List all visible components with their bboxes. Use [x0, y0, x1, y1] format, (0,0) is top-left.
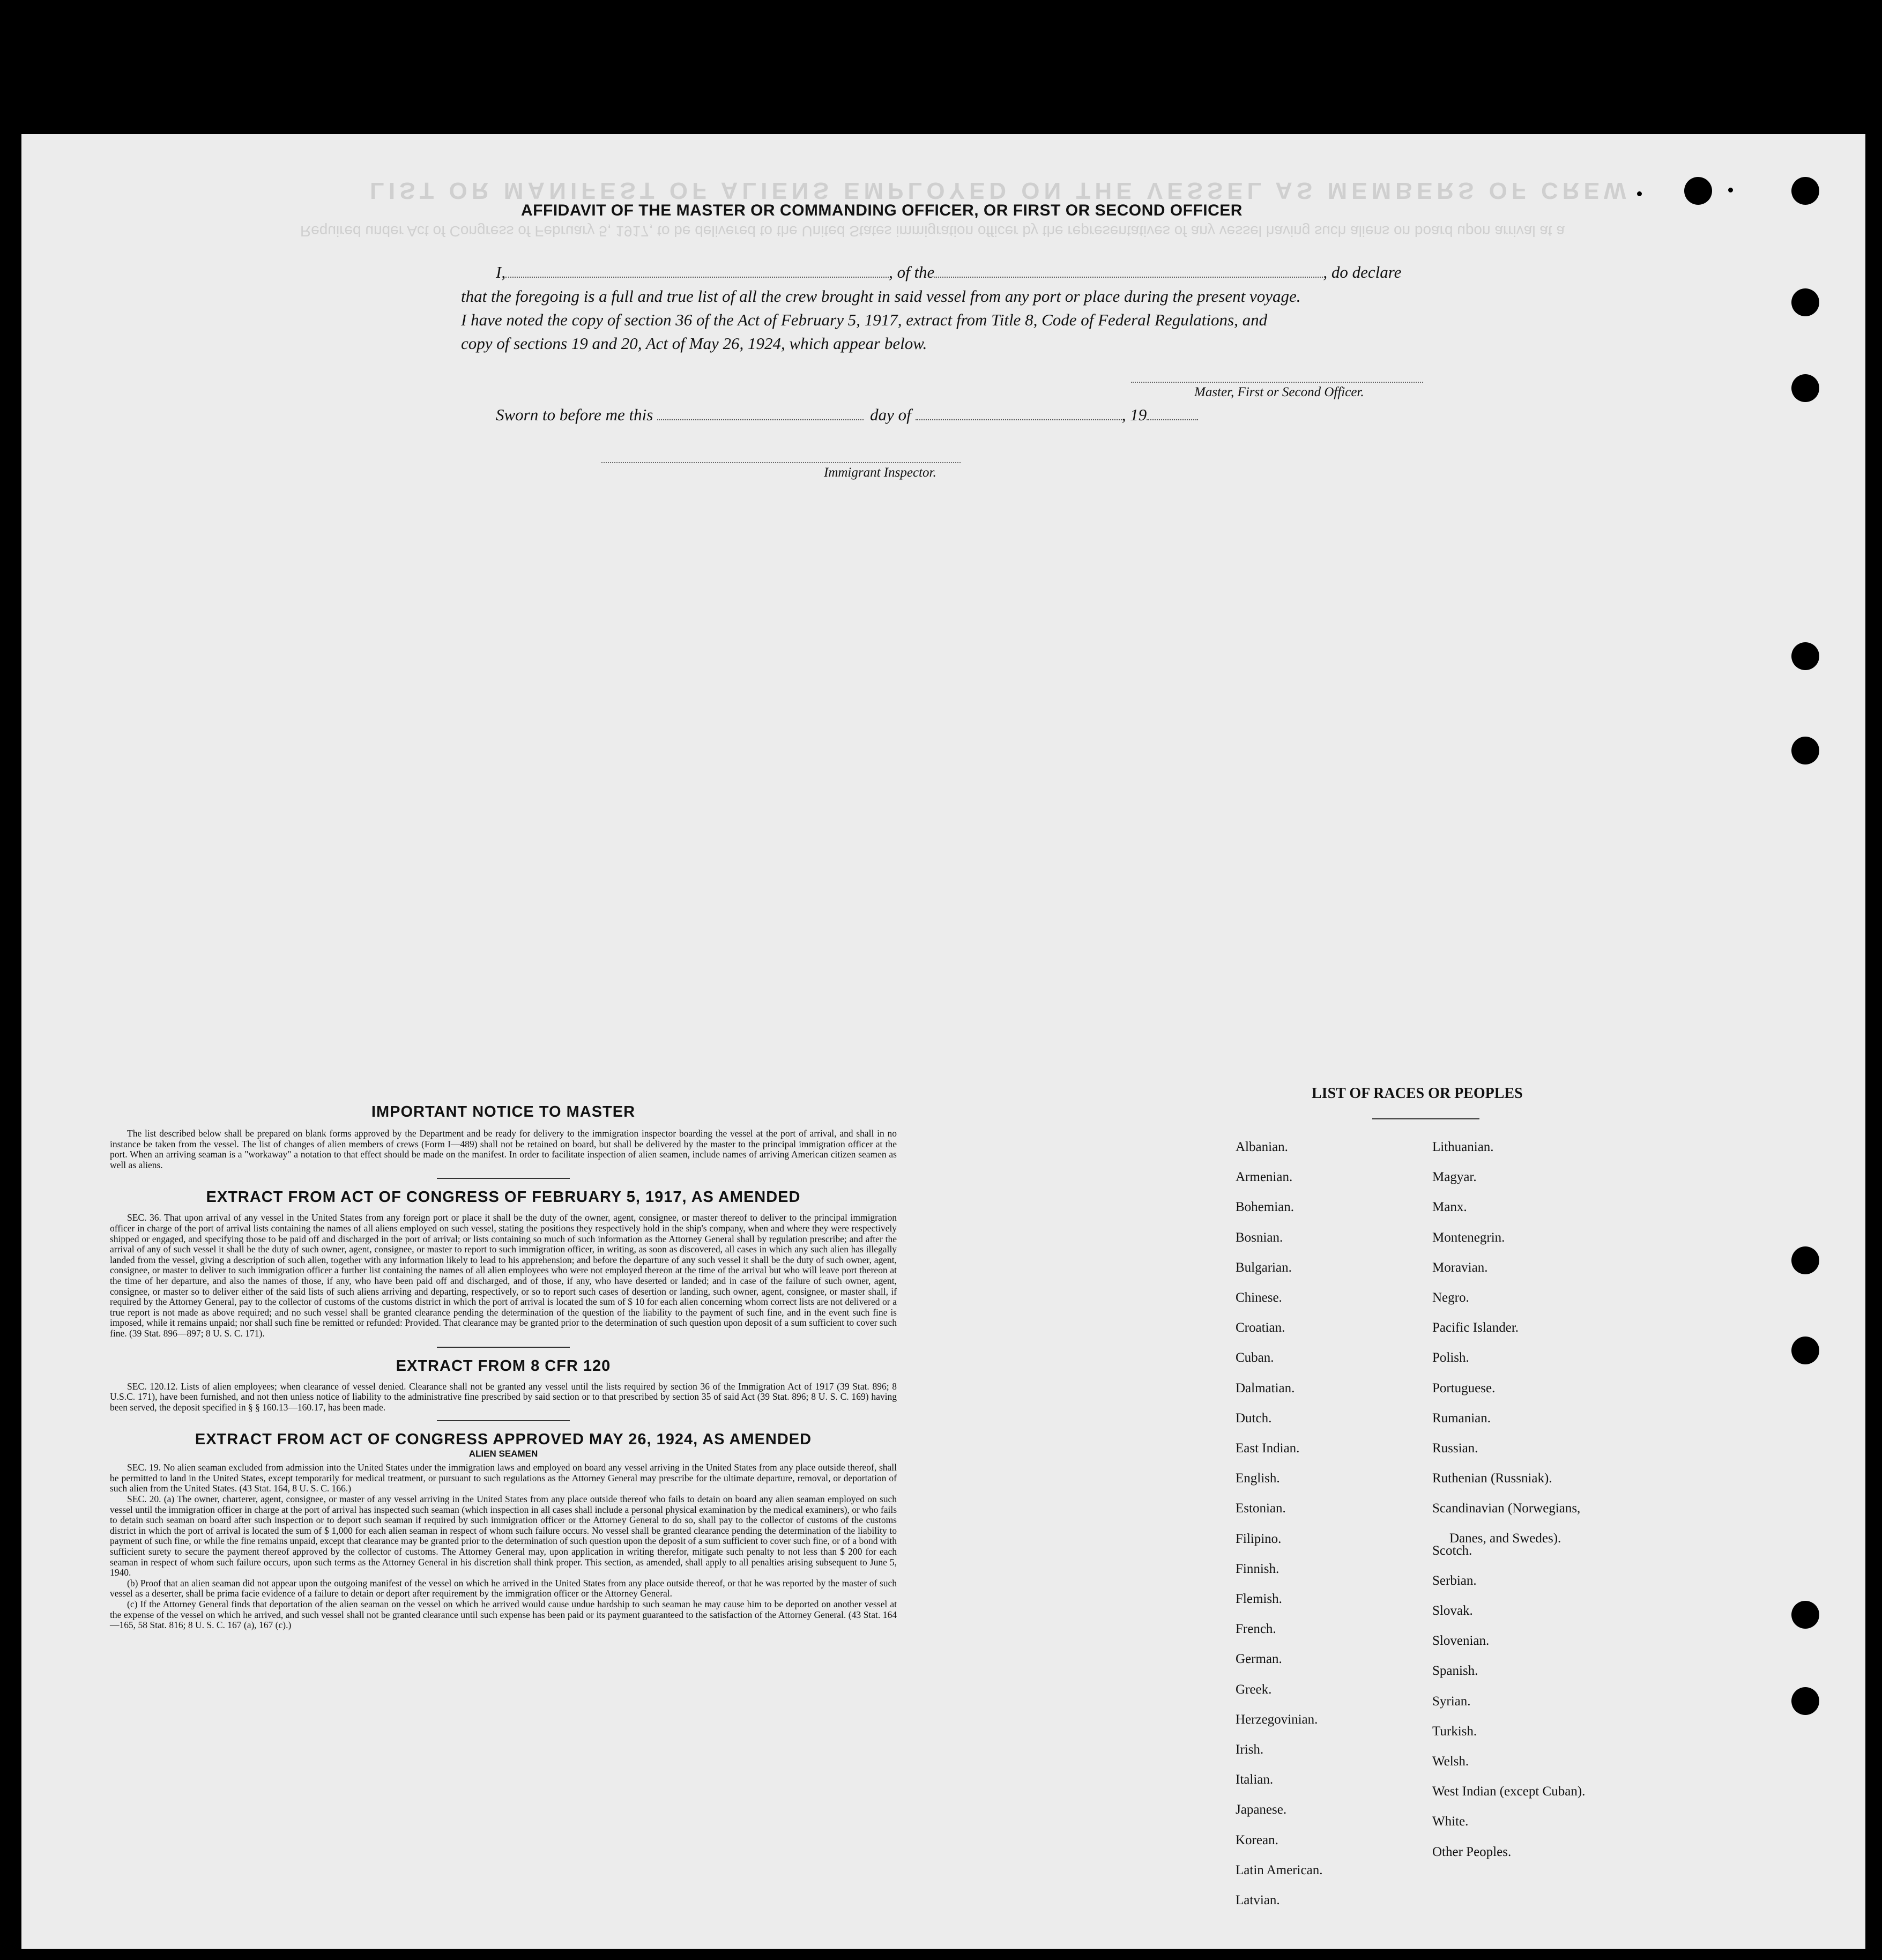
race-item: Scotch.: [1432, 1543, 1472, 1558]
race-item: Moravian.: [1432, 1260, 1488, 1275]
sworn-year-field[interactable]: [1147, 419, 1198, 420]
races-title: LIST OF RACES OR PEOPLES: [1312, 1085, 1523, 1102]
race-item: Finnish.: [1236, 1561, 1280, 1576]
race-item: Welsh.: [1432, 1754, 1469, 1769]
punch-hole: [1684, 177, 1712, 205]
race-item: Cuban.: [1236, 1350, 1274, 1365]
race-item: Japanese.: [1236, 1802, 1287, 1817]
race-item: Pacific Islander.: [1432, 1320, 1519, 1335]
legal-notices: [110, 1103, 897, 1631]
race-item: Chinese.: [1236, 1290, 1282, 1305]
extract-1924-subtitle: ALIEN SEAMEN: [468, 1449, 538, 1459]
race-item: Bosnian.: [1236, 1230, 1283, 1245]
punch-hole: [1791, 642, 1819, 670]
punch-hole: [1791, 1337, 1819, 1364]
master-name-field[interactable]: [505, 276, 889, 278]
race-item: Rumanian.: [1432, 1410, 1491, 1426]
race-item: Serbian.: [1432, 1573, 1477, 1588]
affidavit-line-1: [496, 263, 1401, 282]
race-item: English.: [1236, 1471, 1280, 1486]
affidavit-line-3: I have noted the copy of section 36 of the Act of February 5, 1917, extract from Title 8, Code of Federal Regulations, and: [461, 310, 1268, 329]
race-item: Syrian.: [1432, 1694, 1471, 1709]
race-item: Greek.: [1236, 1682, 1272, 1697]
bleed-through-subheading: Required under Act of Congress of February 5, 1917, to be delivered to the United States immigration officer by the representatives of any vessel having such aliens on board upon arrival at a: [300, 223, 1565, 240]
master-signature-line[interactable]: [1131, 382, 1423, 383]
extract-1924-sec20c: (c) If the Attorney General finds that deportation of the alien seaman on the vessel on which he arrived would cause undue hardship to such seaman he may cause him to be deported on another vessel at the expense of the vessel on which he arrived, and such vessel shall not be granted clearance until such expense has been paid or its payment guaranteed to the satisfaction of the Attorney General. (43 Stat. 164—165, 58 Stat. 816; 8 U. S. C. 167 (a), 167 (c).): [110, 1599, 897, 1631]
separator: [437, 1420, 570, 1421]
punch-hole: [1791, 177, 1819, 205]
year-prefix-label: , 19: [1121, 405, 1147, 424]
sworn-line: [496, 405, 1198, 425]
races-separator: [1372, 1118, 1479, 1119]
do-declare-label: , do declare: [1323, 263, 1402, 281]
race-item: Latvian.: [1236, 1893, 1280, 1907]
race-item: Polish.: [1432, 1350, 1469, 1365]
race-item: Ruthenian (Russniak).: [1432, 1471, 1552, 1486]
of-the-label: , of the: [889, 263, 935, 281]
race-item: Scandinavian (Norwegians,: [1432, 1501, 1581, 1516]
race-item: Italian.: [1236, 1772, 1274, 1787]
race-item: Danes, and Swedes).: [1449, 1531, 1561, 1546]
punch-hole: [1791, 1687, 1819, 1715]
race-item: Filipino.: [1236, 1531, 1282, 1546]
race-item: Irish.: [1236, 1742, 1264, 1757]
master-caption: Master, First or Second Officer.: [1194, 385, 1364, 399]
race-item: Russian.: [1432, 1441, 1478, 1456]
race-item: Magyar.: [1432, 1170, 1477, 1185]
race-item: White.: [1432, 1814, 1469, 1829]
extract-1917-title: EXTRACT FROM ACT OF CONGRESS OF FEBRUARY 5, 1917, AS AMENDED: [206, 1189, 801, 1206]
extract-cfr-title: EXTRACT FROM 8 CFR 120: [396, 1357, 611, 1375]
ink-speck: [1728, 188, 1733, 192]
separator: [437, 1178, 570, 1179]
extract-1917-body: SEC. 36. That upon arrival of any vessel in the United States from any foreign port or place it shall be the duty of the owner, agent, consignee, or master thereof to deliver to the principal immigration officer in charge of the port of arrival lists containing the names of all aliens employed on such vessel, stating the positions they respectively hold in the ship's company, when and where they were respectively shipped or engaged, and specifying those to be paid off and discharged in the port of arrival; or lists containing so much of such information as the Attorney General shall by regulation prescribe; and after the arrival of any of such vessel it shall be the duty of such owner, agent, consignee, or master to report to such immigration officer, in writing, as soon as discovered, all cases in which any such alien has illegally landed from the vessel, giving a description of such alien, together with any information likely to lead to his apprehension; and before the departure of any such vessel it shall be the duty of such owner, agent, consignee, or master to deliver to such immigration officer a further list containing the names of all alien employees who were not employed thereon at the time of the arrival but who will leave port thereon at the time of her departure, and also the names of those, if any, who have been paid off and discharged, and of those, if any, who have deserted or landed; and in case of the failure of such owner, agent, consignee, or master so to deliver either of the said lists of such aliens arriving and departing, respectively, or so to report such cases of desertion or landing, such owner, agent, consignee, or master shall, if required by the Attorney General, pay to the collector of customs of the customs district in which the port of arrival is located the sum of $ 10 for each alien concerning whom correct lists are not delivered or a true report is not made as above required; and no such vessel shall be granted clearance pending the determination of the question of the liability to the payment of such fine, and in the event such fine is imposed, while it remains unpaid; nor shall such fine be remitted or refunded: Provided. That clearance may be granted prior to the determination of such question upon deposit of a sum sufficient to cover such fine. (39 Stat. 896—897; 8 U. S. C. 171).: [110, 1212, 897, 1339]
race-item: Dalmatian.: [1236, 1380, 1295, 1395]
extract-cfr-body: SEC. 120.12. Lists of alien employees; when clearance of vessel denied. Clearance shall not be granted any vessel until the lists required by section 36 of the Immigration Act of 1917 (39 Stat. 896; 8 U.S.C. 171), have been furnished, and not then unless notice of liability to the administrative fine prescribed by said section or to that prescribed by section 35 of said Act (39 Stat. 896; 8 U. S. C. 169) having been served, the deposit specified in § § 160.13—160.17, has been made.: [110, 1380, 897, 1413]
race-item: Latin American.: [1236, 1862, 1323, 1877]
race-item: Herzegovinian.: [1236, 1712, 1318, 1727]
race-item: West Indian (except Cuban).: [1432, 1784, 1586, 1799]
notice-title: IMPORTANT NOTICE TO MASTER: [371, 1103, 636, 1120]
race-item: French.: [1236, 1622, 1276, 1637]
race-item: Negro.: [1432, 1290, 1469, 1305]
race-item: Portuguese.: [1432, 1380, 1496, 1395]
race-item: Slovak.: [1432, 1603, 1473, 1618]
race-item: Bohemian.: [1236, 1200, 1295, 1215]
inspector-caption: Immigrant Inspector.: [824, 465, 936, 480]
race-item: Bulgarian.: [1236, 1260, 1292, 1275]
race-item: Montenegrin.: [1432, 1230, 1505, 1245]
sworn-label: Sworn to before me this: [496, 405, 653, 424]
sworn-month-field[interactable]: [916, 419, 1122, 420]
race-item: Korean.: [1236, 1832, 1278, 1847]
race-item: German.: [1236, 1652, 1282, 1667]
race-item: Other Peoples.: [1432, 1844, 1512, 1859]
affidavit-title: AFFIDAVIT OF THE MASTER OR COMMANDING OFFICER, OR FIRST OR SECOND OFFICER: [521, 202, 1243, 219]
extract-1924-title: EXTRACT FROM ACT OF CONGRESS APPROVED MAY 26, 1924, AS AMENDED: [195, 1431, 812, 1449]
inspector-signature-line[interactable]: [601, 462, 961, 463]
notice-body: The list described below shall be prepared on blank forms approved by the Department and be ready for delivery to the immigration inspector boarding the vessel at the port of arrival, and shall in no instance be taken from the vessel. The list of changes of alien members of crews (Form I—489) shall not be retained on board, but shall be delivered by the master to the principal immigration officer at the port. When an arriving seaman is a "workaway" a notation to that effect should be made on the manifest. In order to facilitate inspection of alien seamen, include names of arriving American citizen seamen as well as aliens.: [110, 1128, 897, 1170]
extract-1924-sec20b: (b) Proof that an alien seaman did not appear upon the outgoing manifest of the vessel on which he arrived in the United States from any place outside thereof, or that he was reported by the master of such vessel as a deserter, shall be prima facie evidence of a failure to detain or deport after requirement by the immigration officer or the Attorney General.: [110, 1577, 897, 1599]
i-label: I,: [496, 263, 506, 281]
punch-hole: [1791, 1601, 1819, 1629]
punch-hole: [1791, 288, 1819, 316]
affidavit-line-2: that the foregoing is a full and true list of all the crew brought in said vessel from any port or place during the present voyage.: [461, 287, 1301, 306]
race-item: Lithuanian.: [1432, 1140, 1494, 1154]
ink-speck: [1637, 191, 1642, 196]
race-item: East Indian.: [1236, 1441, 1300, 1456]
race-item: Manx.: [1432, 1200, 1467, 1215]
race-item: Estonian.: [1236, 1501, 1286, 1516]
bleed-through-heading: LIST OR MANIFEST OF ALIENS EMPLOYED ON THE VESSEL AS MEMBERS OF CREW: [370, 177, 1631, 204]
race-item: Dutch.: [1236, 1410, 1272, 1426]
day-of-label: day of: [870, 405, 911, 424]
race-item: Slovenian.: [1432, 1634, 1490, 1649]
race-item: Spanish.: [1432, 1664, 1478, 1679]
vessel-name-field[interactable]: [934, 276, 1323, 278]
punch-hole: [1791, 374, 1819, 402]
race-item: Albanian.: [1236, 1140, 1288, 1154]
sworn-day-field[interactable]: [657, 419, 864, 420]
punch-hole: [1791, 1246, 1819, 1274]
affidavit-line-4: copy of sections 19 and 20, Act of May 26, 1924, which appear below.: [461, 334, 927, 353]
race-item: Armenian.: [1236, 1170, 1293, 1185]
extract-1924-sec19: SEC. 19. No alien seaman excluded from admission into the United States under the immigration laws and employed on board any vessel arriving in the United States from any place outside thereof, shall be permitted to land in the United States, except temporarily for medical treatment, or pursuant to such regulations as the Attorney General may prescribe for the ultimate departure, removal, or deportation of such alien from the United States. (43 Stat. 164, 8 U. S. C. 166.): [110, 1462, 897, 1494]
race-item: Flemish.: [1236, 1592, 1282, 1606]
separator: [437, 1347, 570, 1348]
race-item: Turkish.: [1432, 1724, 1477, 1739]
race-item: Croatian.: [1236, 1320, 1285, 1335]
extract-1924-sec20a: SEC. 20. (a) The owner, charterer, agent, consignee, or master of any vessel arriving in the United States from any place outside thereof who fails to detain on board any alien seaman employed on such vessel until the immigration officer in charge at the port of arrival has inspected such seaman (which inspection in all cases shall include a personal physical examination by the medical examiners), or who fails to detain such seaman on board after such inspection or to deport such seaman if required by such immigration officer or the Attorney General to do so, shall pay to the collector of customs of the customs district in which the port of arrival is located the sum of $ 1,000 for each alien seaman in respect of whom such failure occurs. No vessel shall be granted clearance pending the determination of the liability to payment of such fine, or while the fine remains unpaid, except that clearance may be granted prior to the determination of such question upon the deposit of a sum sufficient to cover such fine, or of a bond with sufficient surety to secure the payment thereof approved by the collector of customs. The Attorney General may, upon application in writing therefor, mitigate such penalty to not less than $ 200 for each seaman in respect of whom such failure occurs, upon such terms as the Attorney General in his discretion shall think proper. This section, as amended, shall apply to all penalties arising subsequent to June 5, 1940.: [110, 1494, 897, 1578]
punch-hole: [1791, 737, 1819, 764]
